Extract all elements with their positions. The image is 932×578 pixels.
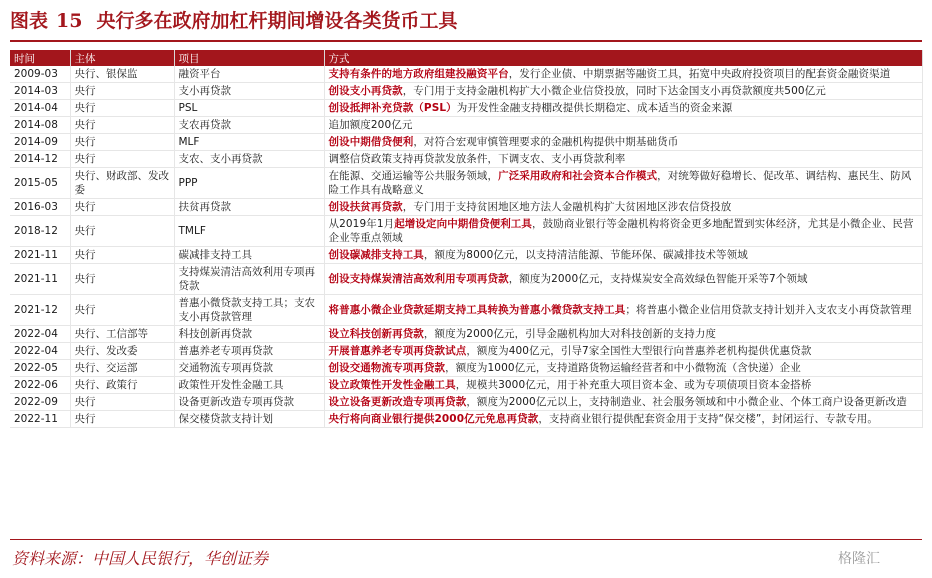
table-row bbox=[10, 264, 922, 295]
cell-time: 2015-05 bbox=[10, 168, 70, 199]
method-text: ，规模共3000亿元，用于补充重大项目资本金、或为专项债项目资本金搭桥 bbox=[455, 379, 812, 391]
table-row bbox=[10, 134, 922, 151]
cell-method bbox=[324, 66, 922, 83]
cell-body: 央行 bbox=[70, 117, 174, 134]
table-row bbox=[10, 377, 922, 394]
column-header-method: 方式 bbox=[324, 50, 922, 66]
table-row bbox=[10, 343, 922, 360]
cell-method bbox=[324, 326, 922, 343]
cell-body: 央行 bbox=[70, 394, 174, 411]
method-text: ，发行企业债、中期票据等融资工具，拓宽中央政府投资项目的配套资金融资渠道 bbox=[508, 68, 891, 80]
cell-body: 央行、工信部等 bbox=[70, 326, 174, 343]
cell-time: 2021-12 bbox=[10, 295, 70, 326]
cell-item: 交通物流专项再贷款 bbox=[174, 360, 324, 377]
cell-item: 碳减排支持工具 bbox=[174, 247, 324, 264]
table-row bbox=[10, 216, 922, 247]
cell-method bbox=[324, 216, 922, 247]
column-header-time: 时间 bbox=[10, 50, 70, 66]
cell-time: 2022-11 bbox=[10, 411, 70, 428]
method-text: ，额度为2000亿元，支持煤炭安全高效绿色智能开采等7个领域 bbox=[508, 273, 808, 285]
cell-time: 2022-04 bbox=[10, 326, 70, 343]
cell-body: 央行 bbox=[70, 247, 174, 264]
cell-method bbox=[324, 117, 922, 134]
method-highlight: 将普惠小微企业贷款延期支持工具转换为普惠小微贷款支持工具 bbox=[328, 304, 626, 316]
method-highlight: 设立政策性开发性金融工具 bbox=[328, 379, 456, 391]
cell-item: 普惠小微贷款支持工具；支农支小再贷款管理 bbox=[174, 295, 324, 326]
cell-time: 2014-03 bbox=[10, 83, 70, 100]
method-highlight: 创设碳减排支持工具 bbox=[328, 249, 424, 261]
table-row bbox=[10, 411, 922, 428]
cell-time: 2018-12 bbox=[10, 216, 70, 247]
cell-time: 2021-11 bbox=[10, 264, 70, 295]
cell-item: 设备更新改造专项再贷款 bbox=[174, 394, 324, 411]
table-row bbox=[10, 168, 922, 199]
cell-method bbox=[324, 394, 922, 411]
policy-tools-table bbox=[10, 50, 923, 428]
method-highlight: 开展普惠养老专项再贷款试点 bbox=[328, 345, 467, 357]
table-row bbox=[10, 66, 922, 83]
cell-method bbox=[324, 151, 922, 168]
footer-divider bbox=[10, 539, 922, 540]
method-text: ，额度为8000亿元，以支持清洁能源、节能环保、碳减排技术等领域 bbox=[423, 249, 748, 261]
table-row bbox=[10, 295, 922, 326]
method-highlight: 创设支持煤炭清洁高效利用专项再贷款 bbox=[328, 273, 509, 285]
cell-method bbox=[324, 377, 922, 394]
cell-item: TMLF bbox=[174, 216, 324, 247]
method-highlight: 设立科技创新再贷款 bbox=[328, 328, 424, 340]
cell-time: 2022-04 bbox=[10, 343, 70, 360]
table-row bbox=[10, 394, 922, 411]
method-text: ，对统筹做好稳增长、促改革、调结构、惠民生、防风险工作具有战略意义 bbox=[328, 170, 912, 196]
cell-method bbox=[324, 360, 922, 377]
cell-item: 普惠养老专项再贷款 bbox=[174, 343, 324, 360]
title-divider bbox=[10, 40, 922, 42]
method-highlight: 设立设备更新改造专项再贷款 bbox=[328, 396, 467, 408]
table-row bbox=[10, 151, 922, 168]
cell-time: 2009-03 bbox=[10, 66, 70, 83]
method-highlight: 创设扶贫再贷款 bbox=[328, 201, 403, 213]
cell-time: 2014-08 bbox=[10, 117, 70, 134]
method-text: ，专门用于支持金融机构扩大小微企业信贷投放，同时下达金国支小再贷款额度共500亿元 bbox=[402, 85, 826, 97]
cell-item: 支小再贷款 bbox=[174, 83, 324, 100]
cell-method bbox=[324, 264, 922, 295]
method-text: 在能源、交通运输等公共服务领域， bbox=[328, 170, 499, 182]
method-text: 从2019年1月 bbox=[328, 218, 395, 230]
cell-item: 扶贫再贷款 bbox=[174, 199, 324, 216]
method-text: ，鼓励商业银行等金融机构将资金更多地配置到实体经济，尤其是小微企业、民营企业等重点领域 bbox=[328, 218, 914, 244]
method-text: ，额度为2000亿元，引导金融机构加大对科技创新的支持力度 bbox=[423, 328, 717, 340]
table-row bbox=[10, 199, 922, 216]
table-header-row bbox=[10, 50, 922, 66]
cell-method bbox=[324, 343, 922, 360]
method-text: ，额度为2000亿元以上，支持制造业、社会服务领域和中小微企业、个体工商户设备更新改造 bbox=[466, 396, 907, 408]
method-text: 为开发性金融支持棚改提供长期稳定、成本适当的资金来源 bbox=[456, 102, 733, 114]
cell-body: 央行、发改委 bbox=[70, 343, 174, 360]
cell-item: 科技创新再贷款 bbox=[174, 326, 324, 343]
column-header-body: 主体 bbox=[70, 50, 174, 66]
cell-time: 2022-06 bbox=[10, 377, 70, 394]
cell-method bbox=[324, 247, 922, 264]
method-highlight: 创设交通物流专项再贷款 bbox=[328, 362, 446, 374]
cell-body: 央行 bbox=[70, 295, 174, 326]
cell-item: MLF bbox=[174, 134, 324, 151]
cell-method bbox=[324, 83, 922, 100]
cell-body: 央行 bbox=[70, 134, 174, 151]
table-row bbox=[10, 247, 922, 264]
table-body bbox=[10, 66, 922, 428]
cell-item: 支持煤炭清洁高效利用专项再贷款 bbox=[174, 264, 324, 295]
cell-time: 2022-09 bbox=[10, 394, 70, 411]
cell-method bbox=[324, 100, 922, 117]
method-highlight: 创设支小再贷款 bbox=[328, 85, 403, 97]
cell-item: 支农再贷款 bbox=[174, 117, 324, 134]
method-text: ，支持商业银行提供配套资金用于支持“保交楼”，封闭运行、专款专用。 bbox=[538, 413, 879, 425]
figure-title: 央行多在政府加杠杆期间增设各类货币工具 bbox=[96, 10, 458, 32]
figure-number: 15 bbox=[56, 10, 83, 32]
cell-time: 2014-09 bbox=[10, 134, 70, 151]
method-highlight: 央行将向商业银行提供2000亿元免息再贷款 bbox=[328, 413, 539, 425]
cell-body: 央行 bbox=[70, 151, 174, 168]
cell-body: 央行、政策行 bbox=[70, 377, 174, 394]
method-highlight: 支持有条件的地方政府组建投融资平台 bbox=[328, 68, 509, 80]
method-highlight: 创设抵押补充贷款（PSL） bbox=[328, 102, 457, 114]
cell-item: 支农、支小再贷款 bbox=[174, 151, 324, 168]
cell-item: 政策性开发性金融工具 bbox=[174, 377, 324, 394]
cell-item: PPP bbox=[174, 168, 324, 199]
cell-time: 2014-04 bbox=[10, 100, 70, 117]
cell-body: 央行 bbox=[70, 216, 174, 247]
cell-item: PSL bbox=[174, 100, 324, 117]
page-title bbox=[10, 6, 457, 36]
cell-body: 央行 bbox=[70, 199, 174, 216]
cell-time: 2014-12 bbox=[10, 151, 70, 168]
method-highlight: 广泛采用政府和社会资本合作模式 bbox=[498, 170, 658, 182]
cell-method bbox=[324, 411, 922, 428]
cell-method bbox=[324, 134, 922, 151]
cell-time: 2022-05 bbox=[10, 360, 70, 377]
cell-body: 央行 bbox=[70, 264, 174, 295]
cell-body: 央行、财政部、发改委 bbox=[70, 168, 174, 199]
table-row bbox=[10, 326, 922, 343]
cell-time: 2021-11 bbox=[10, 247, 70, 264]
method-text: 调整信贷政策支持再贷款发放条件，下调支农、支小再贷款利率 bbox=[328, 153, 626, 165]
method-highlight: 创设中期借贷便利 bbox=[328, 136, 414, 148]
method-text: 追加额度200亿元 bbox=[328, 119, 413, 131]
method-text: ，额度为1000亿元，支持道路货物运输经营者和中小微物流（含快递）企业 bbox=[445, 362, 801, 374]
table-row bbox=[10, 117, 922, 134]
method-text: ，专门用于支持贫困地区地方法人金融机构扩大贫困地区涉农信贷投放 bbox=[402, 201, 732, 213]
method-text: ，对符合宏观审慎管理要求的金融机构提供中期基础货币 bbox=[413, 136, 679, 148]
method-highlight: 起增设定向中期借贷便利工具 bbox=[394, 218, 533, 230]
cell-item: 保交楼贷款支持计划 bbox=[174, 411, 324, 428]
cell-body: 央行 bbox=[70, 411, 174, 428]
cell-body: 央行、银保监 bbox=[70, 66, 174, 83]
table-row bbox=[10, 83, 922, 100]
cell-method bbox=[324, 168, 922, 199]
method-text: ，额度为400亿元，引导7家全国性大型银行向普惠养老机构提供优惠贷款 bbox=[466, 345, 812, 357]
table-row bbox=[10, 360, 922, 377]
cell-body: 央行 bbox=[70, 100, 174, 117]
column-header-item: 项目 bbox=[174, 50, 324, 66]
cell-item: 融资平台 bbox=[174, 66, 324, 83]
table-row bbox=[10, 100, 922, 117]
method-text: ；将普惠小微企业信用贷款支持计划并入支农支小再贷款管理 bbox=[625, 304, 912, 316]
cell-method bbox=[324, 199, 922, 216]
cell-time: 2016-03 bbox=[10, 199, 70, 216]
cell-body: 央行、交运部 bbox=[70, 360, 174, 377]
cell-body: 央行 bbox=[70, 83, 174, 100]
watermark-logo: 格隆汇 bbox=[838, 551, 880, 567]
cell-method bbox=[324, 295, 922, 326]
figure-label: 图表 bbox=[10, 10, 49, 32]
source-note: 资料来源：中国人民银行，华创证券 bbox=[12, 549, 269, 568]
